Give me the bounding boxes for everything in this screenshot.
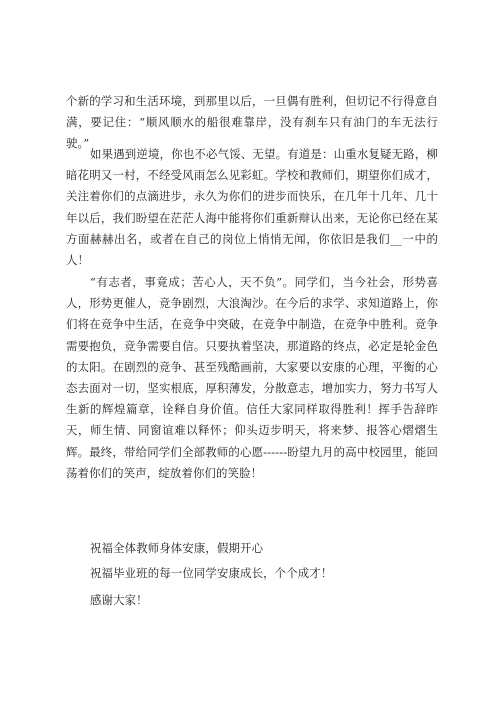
paragraph-competition: “有志者，事竟成；苦心人，天不负”。同学们，当今社会，形势喜人，形势更催人，竞争剧烈，大浪淘沙。在今后的求学、求知道路上，你们将在竞争中生活，在竞争中突破，在竞争中制造，在竞争中胜利。竞争需要抱负，竞争需要自信。只要执着坚决，那道路的终点，必定是轮金色的太阳。在剧烈的竞争、甚至残酷画前，大家要以安康的心理，平衡的心态去面对一切，坚实根底，厚积薄发，分散意志，增加实力，努力书写人生新的辉煌篇章，诠释自身价值。信任大家同样取得胜利！挥手告辞昨天，师生情、同窗谊难以释怀；仰头迈步明天，将来梦、报答心熠熠生辉。最终，带给同学们全部教师的心愿------盼望九月的高中校园里，能回荡着你们的笑声，绽放着你们的笑脸！ bbox=[66, 275, 438, 480]
closing-wish-teachers: 祝福全体教师身体安康，假期开心 bbox=[90, 541, 264, 555]
paragraph-adversity: 如果遇到逆境，你也不必气馁、无望。有道是：山重水复疑无路，柳暗花明又一村，不经受风雨怎么见彩虹。学校和教师们，期望你们成才，关注着你们的点滴进步，永久为你们的进步而快乐，在几年十几年、几十年以后，我们盼望在茫茫人海中能将你们重新辩认出来，无论你已经在某方面赫赫出名，或者在自己的岗位上悄悄无闻，你依旧是我们__一中的人！ bbox=[66, 147, 438, 268]
closing-thanks: 感谢大家！ bbox=[90, 593, 148, 607]
paragraph-advice: 个新的学习和生活环境，到那里以后，一旦偶有胜利，但切记不行得意自满，要记住：“顺风顺水的船很难靠岸，没有刹车只有油门的车无法行驶。” bbox=[66, 94, 438, 151]
closing-wish-students: 祝福毕业班的每一位同学安康成长，个个成才！ bbox=[90, 566, 333, 580]
